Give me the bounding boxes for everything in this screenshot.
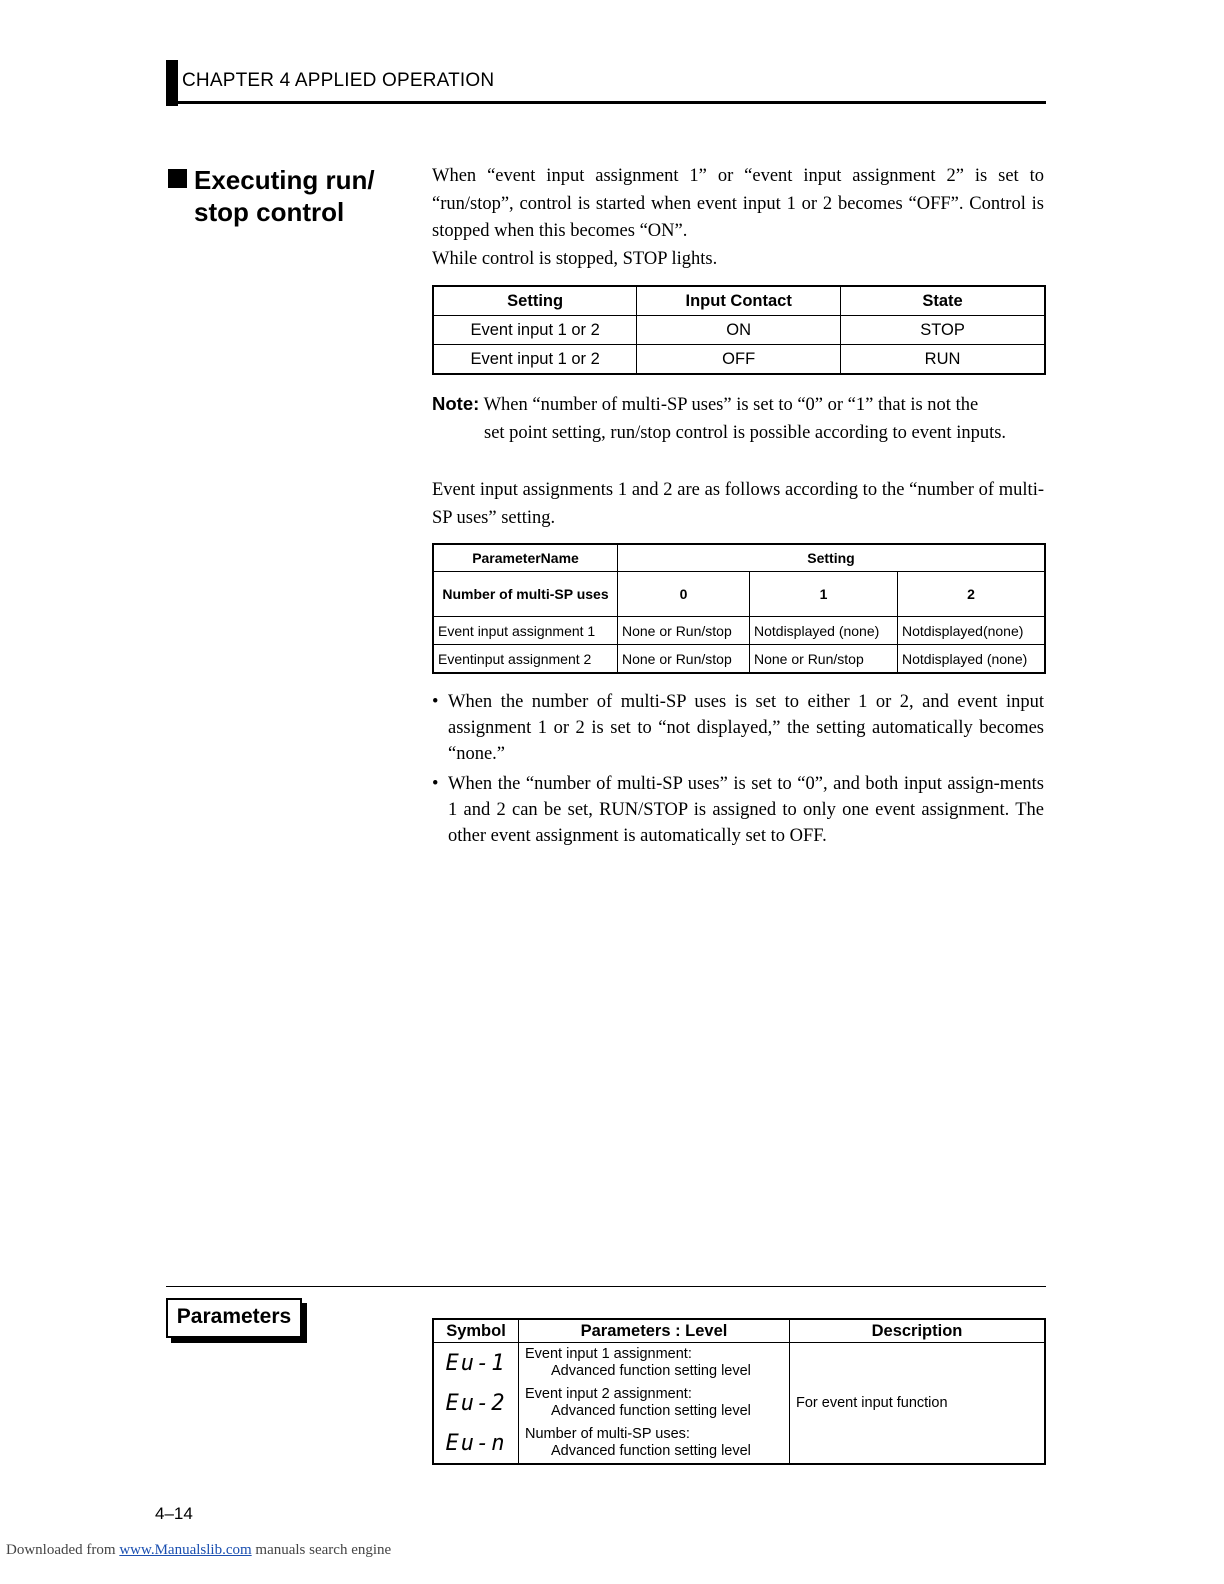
list-item: • When the number of multi-SP uses is set to either 1 or 2, and event input assignment 1 or 2 is set to “not displayed,” the setting automatically becomes “none.”: [432, 692, 1044, 764]
note-text-first: When “number of multi-SP uses” is set to “0” or “1” that is not the: [483, 395, 979, 415]
table-header-row: [433, 1319, 1045, 1343]
chapter-marker-bar: [166, 60, 178, 106]
download-footer: [6, 1542, 391, 1559]
parameter-level: [519, 1423, 790, 1464]
table-cell: OFF: [637, 345, 841, 375]
table-header: Input Contact: [637, 286, 841, 316]
section-title: [168, 164, 375, 228]
table-cell: Event input assignment 1: [433, 617, 618, 645]
table-header: 0: [618, 572, 750, 617]
parameter-symbol: Eu-n: [433, 1423, 519, 1464]
parameter-symbol: Eu-1: [433, 1343, 519, 1384]
table-row: [433, 345, 1045, 375]
parameter-level-text: Advanced function setting level: [551, 1403, 751, 1419]
parameter-level: [519, 1343, 790, 1384]
table-cell: Eventinput assignment 2: [433, 645, 618, 674]
list-item: • When the “number of multi-SP uses” is set to “0”, and both input assign-ments 1 and 2 can be set, RUN/STOP is assigned to only one event assignment. The other event assignment is automatically set to OFF.: [432, 774, 1044, 846]
table-header: Symbol: [433, 1319, 519, 1343]
table-header: Description: [790, 1319, 1046, 1343]
bullet-list: [432, 689, 1044, 853]
table-header: ParameterName: [433, 544, 618, 572]
parameter-description: For event input function: [790, 1343, 1046, 1465]
table-cell: Notdisplayed(none): [898, 617, 1046, 645]
note-block: [432, 390, 1044, 447]
table-row: [433, 617, 1045, 645]
table-row: [433, 316, 1045, 345]
square-bullet-icon: [168, 169, 187, 188]
table-header: 2: [898, 572, 1046, 617]
parameter-name: Number of multi-SP uses:: [525, 1426, 690, 1442]
table-cell: None or Run/stop: [750, 645, 898, 674]
parameter-symbol: Eu-2: [433, 1383, 519, 1423]
note-text-rest: set point setting, run/stop control is possible according to event inputs.: [484, 422, 1007, 443]
table-header: State: [841, 286, 1045, 316]
section-title-line2: stop control: [194, 197, 345, 227]
table-header-row: [433, 572, 1045, 617]
parameter-name: Event input 1 assignment:: [525, 1346, 692, 1362]
intro-paragraph-2: While control is stopped, STOP lights.: [432, 249, 718, 269]
table-cell: None or Run/stop: [618, 617, 750, 645]
table-header: Setting: [618, 544, 1046, 572]
table-cell: Notdisplayed (none): [750, 617, 898, 645]
parameter-level: [519, 1383, 790, 1423]
list-item-text: When the “number of multi-SP uses” is set to “0”, and both input assign-ments 1 and 2 can be set, RUN/STOP is assigned to only one event assignment. The other event assignment is automatically set to OFF.: [448, 774, 1044, 846]
table-cell: Notdisplayed (none): [898, 645, 1046, 674]
table-cell: RUN: [841, 345, 1045, 375]
parameter-level-text: Advanced function setting level: [551, 1443, 751, 1459]
footer-prefix: Downloaded from: [6, 1542, 116, 1558]
page-number: 4–14: [155, 1504, 193, 1523]
parameters-table: [432, 1318, 1046, 1465]
table-cell: Event input 1 or 2: [433, 345, 637, 375]
section-divider: [166, 1286, 1046, 1287]
run-stop-table: [432, 285, 1046, 375]
table-header-row: [433, 544, 1045, 572]
list-item-text: When the number of multi-SP uses is set to either 1 or 2, and event input assignment 1 or 2 is set to “not displayed,” the setting automatically becomes “none.”: [448, 692, 1044, 764]
chapter-header: CHAPTER 4 APPLIED OPERATION: [182, 70, 495, 91]
table-cell: ON: [637, 316, 841, 345]
section-title-line1: Executing run/: [194, 165, 375, 195]
assignment-paragraph: Event input assignments 1 and 2 are as follows according to the “number of multi-SP uses” setting.: [432, 480, 1044, 528]
footer-link[interactable]: www.Manualslib.com: [119, 1542, 252, 1558]
table-header: 1: [750, 572, 898, 617]
table-header: Parameters : Level: [519, 1319, 790, 1343]
table-cell: Event input 1 or 2: [433, 316, 637, 345]
parameters-title: Parameters: [166, 1298, 302, 1338]
table-header-row: [433, 286, 1045, 316]
table-header: Setting: [433, 286, 637, 316]
header-rule: [166, 101, 1046, 104]
table-row: [433, 645, 1045, 674]
footer-suffix: manuals search engine: [255, 1542, 392, 1558]
intro-paragraph: When “event input assignment 1” or “event input assignment 2” is set to “run/stop”, control is started when event input 1 or 2 becomes “OFF”. Control is stopped when this becomes “ON”.: [432, 166, 1044, 241]
table-header: Number of multi-SP uses: [433, 572, 618, 617]
note-label: Note:: [432, 393, 480, 414]
table-row: [433, 1343, 1045, 1384]
parameter-level-text: Advanced function setting level: [551, 1363, 751, 1379]
event-assignment-table: [432, 543, 1046, 674]
table-cell: STOP: [841, 316, 1045, 345]
table-cell: None or Run/stop: [618, 645, 750, 674]
parameter-name: Event input 2 assignment:: [525, 1386, 692, 1402]
